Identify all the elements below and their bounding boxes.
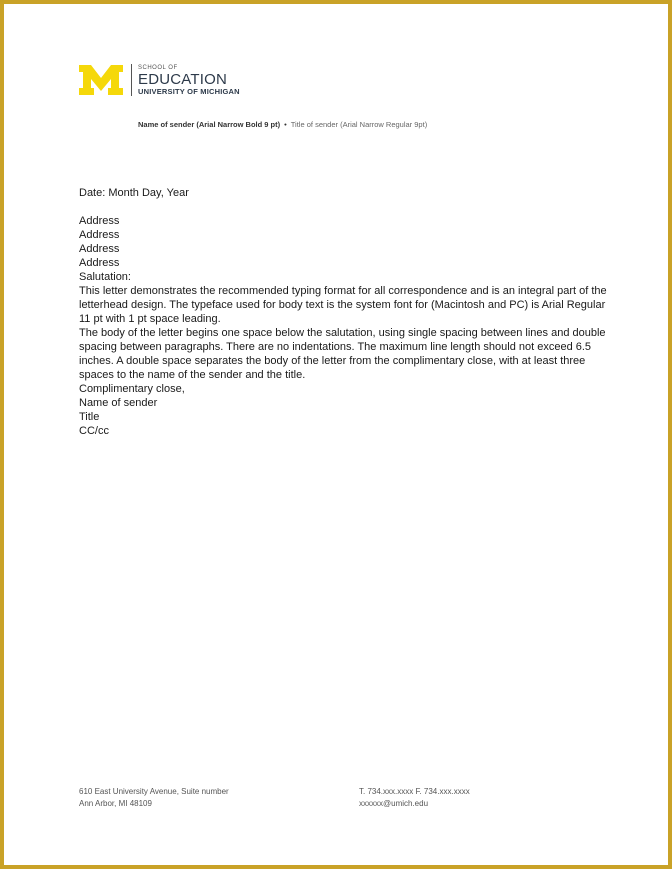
logo-divider (131, 64, 132, 96)
logo-school-of: SCHOOL OF (138, 64, 178, 71)
footer-address (79, 786, 229, 810)
letterhead-bullet: • (284, 120, 287, 129)
footer-contact (359, 786, 470, 810)
letter-date: Date: Month Day, Year (79, 187, 189, 199)
signature-name: Name of sender (79, 397, 158, 409)
logo-university: UNIVERSITY OF MICHIGAN (138, 86, 240, 96)
body-paragraph: This letter demonstrates the recommended typing format for all correspondence and is an integral part of the letterhead design. The typeface used for body text is the system font for (Macintosh and PC) is Arial Regular 11 pt with 1 pt space leading. (79, 285, 607, 325)
footer-address-line1: 610 East University Avenue, Suite number (79, 787, 229, 796)
letterhead-logo (79, 62, 240, 98)
address-line: Address (79, 243, 120, 255)
logo-education: EDUCATION (138, 70, 228, 88)
letterhead-sender-name: Name of sender (Arial Narrow Bold 9 pt) (138, 120, 281, 129)
address-block (79, 214, 609, 270)
letter-body (79, 186, 609, 438)
address-line: Address (79, 229, 120, 241)
letterhead-sender-title: Title of sender (Arial Narrow Regular 9pt) (290, 120, 428, 129)
cc-line: CC/cc (79, 425, 109, 437)
address-line: Address (79, 257, 120, 269)
footer-address-line2: Ann Arbor, MI 48109 (79, 799, 152, 808)
signature-title: Title (79, 411, 100, 423)
footer-email: xxxxxx@umich.edu (359, 799, 429, 808)
footer-phone: T. 734.xxx.xxxx F. 734.xxx.xxxx (359, 787, 470, 796)
letterhead-sender-line (138, 120, 427, 129)
salutation: Salutation: (79, 271, 131, 283)
address-line: Address (79, 215, 120, 227)
block-m-logo-icon (79, 65, 123, 95)
complimentary-close: Complimentary close, (79, 383, 185, 395)
body-paragraph: The body of the letter begins one space below the salutation, using single spacing between lines and double spacing between paragraphs. There are no indentations. The maximum line length should not exceed 6.5 inches. A double space separates the body of the letter from the complimentary close, with at least three spaces to the name of the sender and the title. (79, 327, 606, 381)
logo-wordmark (138, 65, 240, 96)
